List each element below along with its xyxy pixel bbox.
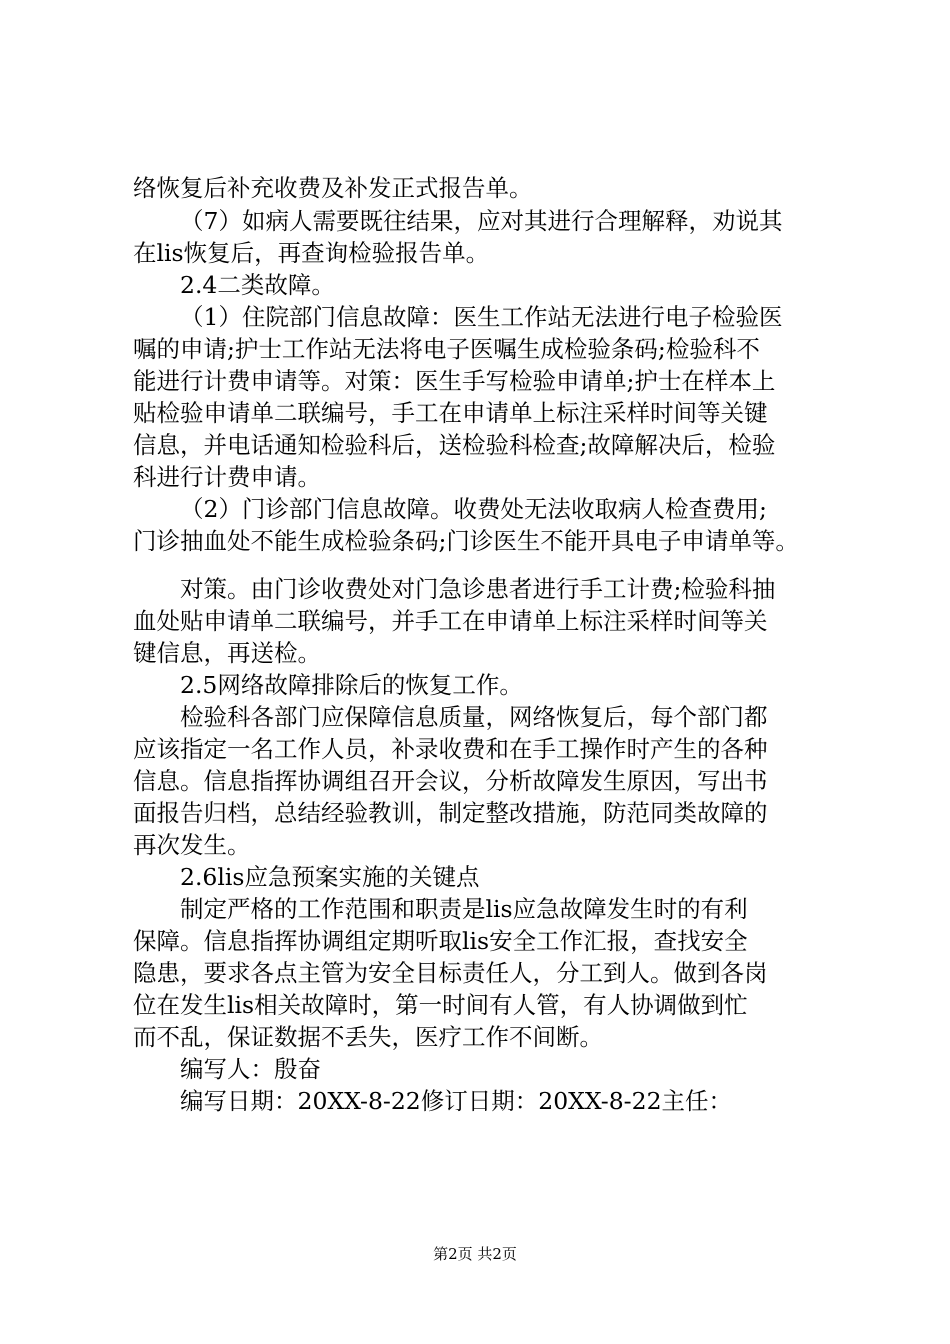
text-line: 科进行计费申请。 xyxy=(133,463,321,491)
text-line: 络恢复后补充收费及补发正式报告单。 xyxy=(133,174,533,202)
text-line: 对策。由门诊收费处对门急诊患者进行手工计费;检验科抽 xyxy=(180,575,776,603)
text-line: 键信息，再送检。 xyxy=(133,639,321,667)
page-footer: 第2页 共2页 xyxy=(433,1245,517,1263)
text-line: 贴检验申请单二联编号，手工在申请单上标注采样时间等关键 xyxy=(133,399,768,427)
section-heading: 2.4二类故障。 xyxy=(180,271,335,299)
text-line: 应该指定一名工作人员，补录收费和在手工操作时产生的各种 xyxy=(133,735,768,763)
text-line: 位在发生lis相关故障时，第一时间有人管，有人协调做到忙 xyxy=(133,991,748,1019)
text-line: 制定严格的工作范围和职责是lis应急故障发生时的有利 xyxy=(180,895,748,923)
text-line: 而不乱，保证数据不丢失，医疗工作不间断。 xyxy=(133,1023,603,1051)
text-line: 血处贴申请单二联编号，并手工在申请单上标注采样时间等关 xyxy=(133,607,768,635)
text-line: 隐患，要求各点主管为安全目标责任人，分工到人。做到各岗 xyxy=(133,959,768,987)
text-line: 保障。信息指挥协调组定期听取lis安全工作汇报，查找安全 xyxy=(133,927,748,955)
author-line: 编写人：殷奋 xyxy=(180,1055,321,1083)
text-line: 面报告归档，总结经验教训，制定整改措施，防范同类故障的 xyxy=(133,799,768,827)
text-line: （1）住院部门信息故障：医生工作站无法进行电子检验医 xyxy=(180,303,783,331)
section-heading: 2.6lis应急预案实施的关键点 xyxy=(180,863,480,891)
text-line: 门诊抽血处不能生成检验条码;门诊医生不能开具电子申请单等。 xyxy=(133,527,799,555)
text-line: 信息。信息指挥协调组召开会议，分析故障发生原因，写出书 xyxy=(133,767,768,795)
text-line: 检验科各部门应保障信息质量，网络恢复后，每个部门都 xyxy=(180,703,768,731)
text-line: 能进行计费申请等。对策：医生手写检验申请单;护士在样本上 xyxy=(133,367,776,395)
text-line: 信息，并电话通知检验科后，送检验科检查;故障解决后，检验 xyxy=(133,431,776,459)
text-line: 嘱的申请;护士工作站无法将电子医嘱生成检验条码;检验科不 xyxy=(133,335,760,363)
text-line: 再次发生。 xyxy=(133,831,251,859)
text-line: （2）门诊部门信息故障。收费处无法收取病人检查费用; xyxy=(180,495,767,523)
text-line: （7）如病人需要既往结果，应对其进行合理解释，劝说其 xyxy=(180,207,783,235)
date-line: 编写日期：20XX-8-22修订日期：20XX-8-22主任： xyxy=(180,1087,733,1115)
section-heading: 2.5网络故障排除后的恢复工作。 xyxy=(180,671,523,699)
text-line: 在lis恢复后，再查询检验报告单。 xyxy=(133,239,490,267)
